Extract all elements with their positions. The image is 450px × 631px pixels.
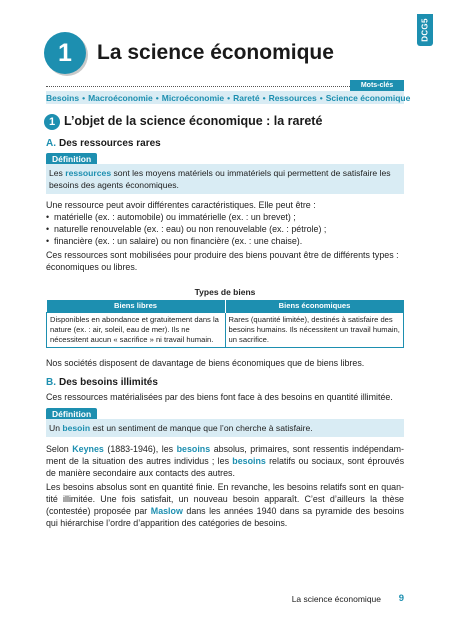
- subsection-title: Des ressources rares: [59, 138, 161, 149]
- definition-term: ressources: [65, 168, 112, 178]
- goods-types-table: [46, 300, 404, 348]
- keyword: Besoins: [46, 92, 80, 103]
- definition-text: Un: [49, 423, 63, 433]
- table-cell: Disponibles en abondance et gratuitement dans la nature (ex. : air, soleil, eau de mer). Ils ne nécessitent aucun « sacrifice » ni travail humain.: [47, 313, 226, 348]
- subsection-title: Des besoins illimités: [59, 377, 158, 388]
- page-number: 9: [398, 593, 404, 604]
- paragraph-text: Les besoins absolus sont en quantité finie. En revanche, les besoins relatifs sont en quantité illimitée. Une fois satisfait, un nouveau besoin apparaît. C’est d’ailleurs la thèse (contestée) proposée par: [46, 482, 404, 516]
- keyword: Ressources: [268, 92, 317, 103]
- table-cell: Rares (quantité limitée), destinés à satisfaire des besoins humains. Ils nécessitent un travail humain, un sacrifice.: [225, 313, 404, 348]
- bullet: •: [46, 236, 50, 246]
- definition-term: besoin: [62, 423, 91, 433]
- footer-chapter-title: La science économique: [291, 594, 381, 604]
- definition-box: [46, 164, 404, 194]
- subsection-letter: B.: [46, 377, 56, 388]
- besoins-intro: Ces ressources matérialisées par des biens font face à des besoins en quantité illimitée.: [46, 392, 393, 402]
- paragraph: Une ressource peut avoir différentes caractéristiques. Elle peut être :: [46, 200, 316, 210]
- keyword-separator: •: [262, 92, 266, 103]
- section-number-badge: [44, 114, 60, 130]
- subsection-letter: A.: [46, 138, 56, 149]
- keyword-separator: •: [82, 92, 86, 103]
- bullet: •: [46, 224, 50, 234]
- keyword: Rareté: [233, 92, 260, 103]
- list-item: [46, 211, 404, 223]
- keywords-bar: [46, 91, 411, 104]
- paragraph-text: Selon: [46, 444, 73, 454]
- list-item: [46, 235, 404, 247]
- definition-label: Définition: [46, 153, 97, 164]
- paragraph-text: relatifs ou sociaux, sont éprouvés de manière secondaire aux contacts des autres.: [46, 456, 405, 478]
- list-item-text: naturelle renouvelable (ex. : eau) ou non renouvelable (ex. : pétrole) ;: [54, 224, 327, 234]
- definition-text: Les: [49, 168, 66, 178]
- chapter-number-badge: [44, 32, 86, 74]
- definition-text: sont les moyens matériels ou immatériels qui permettent de satisfaire les besoins des agents économiques.: [49, 168, 391, 190]
- keynes-paragraph: [46, 443, 404, 479]
- table-header-row: [47, 300, 404, 313]
- definition-label: Définition: [46, 408, 97, 419]
- list-item-text: matérielle (ex. : automobile) ou immatérielle (ex. : un brevet) ;: [54, 212, 296, 222]
- bullet: •: [46, 212, 50, 222]
- author-name: Maslow: [150, 506, 183, 516]
- keyword-separator: •: [319, 92, 323, 103]
- keyword: Science économique: [325, 92, 411, 103]
- list-item: [46, 223, 404, 235]
- paragraph-text: absolus, primaires, sont ressentis indépendamment de la situation des autres individus ; les: [46, 444, 405, 466]
- paragraph-text: (1883-1946), les: [103, 444, 177, 454]
- section-number: 1: [48, 116, 56, 128]
- definition-text: est un sentiment de manque que l’on cherche à satisfaire.: [90, 423, 313, 433]
- keyword: Macroéconomie: [88, 92, 153, 103]
- chapter-number: 1: [58, 38, 72, 67]
- term-highlight: besoins: [232, 456, 266, 466]
- keyword: Microéconomie: [161, 92, 225, 103]
- keyword-separator: •: [155, 92, 159, 103]
- side-tab-label: DCG5: [420, 18, 430, 42]
- table-header: Biens économiques: [225, 300, 404, 313]
- paragraph-text: dans les années 1940 dans sa pyramide des besoins qui hiérarchise l’ordre d’apparition des catégories de besoins.: [46, 506, 404, 528]
- section-title: L’objet de la science économique : la rareté: [64, 114, 323, 128]
- maslow-paragraph: [46, 481, 404, 529]
- definition-box: [46, 419, 404, 437]
- list-item-text: financière (ex. : un salaire) ou non financière (ex. : une chaise).: [54, 236, 303, 246]
- subsection-b-heading: [46, 377, 158, 388]
- side-tab: [417, 14, 433, 46]
- keywords-dotted-rule: [46, 86, 350, 87]
- paragraph: Ces ressources sont mobilisées pour produire des biens pouvant être de différents types : économiques ou libres.: [46, 250, 399, 272]
- term-highlight: besoins: [176, 444, 211, 454]
- after-table-text: Nos sociétés disposent de davantage de biens économiques que de biens libres.: [46, 358, 365, 368]
- ressources-text-block: [46, 199, 404, 273]
- keywords-label: Mots-clés: [350, 80, 404, 91]
- table-caption: Types de biens: [194, 287, 256, 297]
- keyword-separator: •: [227, 92, 231, 103]
- chapter-title: La science économique: [97, 41, 334, 64]
- subsection-a-heading: [46, 138, 161, 149]
- author-name: Keynes: [72, 444, 104, 454]
- table-row: [47, 313, 404, 348]
- table-header: Biens libres: [47, 300, 226, 313]
